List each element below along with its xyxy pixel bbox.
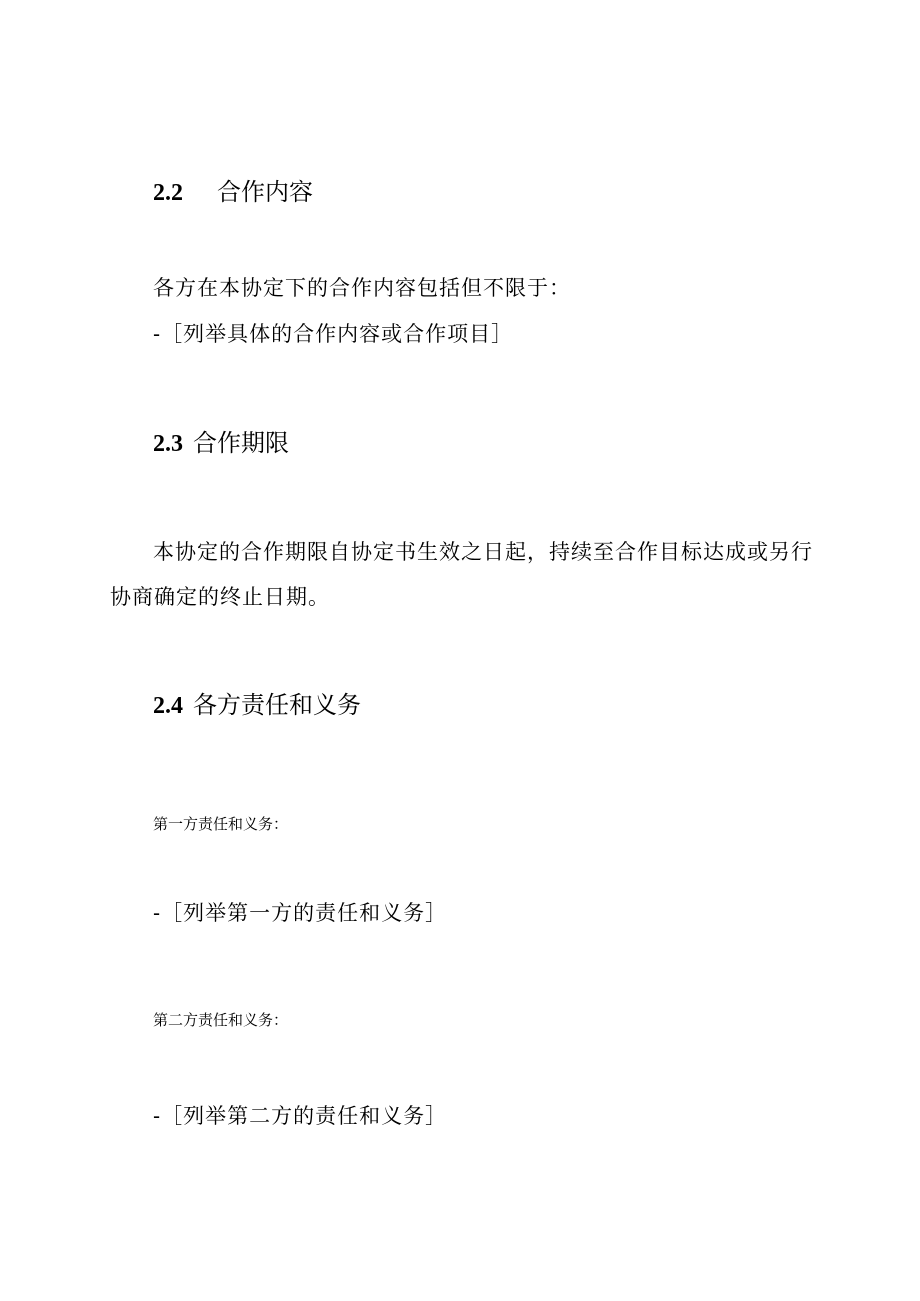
party-label: 第一方责任和义务： bbox=[153, 815, 289, 833]
paragraph-line: 本协定的合作期限自协定书生效之日起，持续至合作目标达成或另行 bbox=[153, 540, 813, 564]
section-number: 2.4 bbox=[153, 693, 183, 719]
list-item: -［列举具体的合作内容或合作项目］ bbox=[153, 322, 514, 346]
list-item: -［列举第一方的责任和义务］ bbox=[153, 901, 448, 925]
paragraph-line: 协商确定的终止日期。 bbox=[110, 585, 330, 609]
section-title: 各方责任和义务 bbox=[193, 691, 361, 719]
party-label: 第二方责任和义务： bbox=[153, 1011, 289, 1029]
section-number: 2.2 bbox=[153, 180, 183, 206]
section-heading-2-4 bbox=[153, 690, 361, 721]
section-heading-2-2 bbox=[153, 177, 313, 208]
section-title: 合作期限 bbox=[193, 429, 289, 457]
section-title: 合作内容 bbox=[217, 178, 313, 206]
list-item: -［列举第二方的责任和义务］ bbox=[153, 1104, 448, 1128]
section-heading-2-3 bbox=[153, 428, 289, 459]
section-number: 2.3 bbox=[153, 431, 183, 457]
section-intro: 各方在本协定下的合作内容包括但不限于： bbox=[153, 276, 571, 300]
